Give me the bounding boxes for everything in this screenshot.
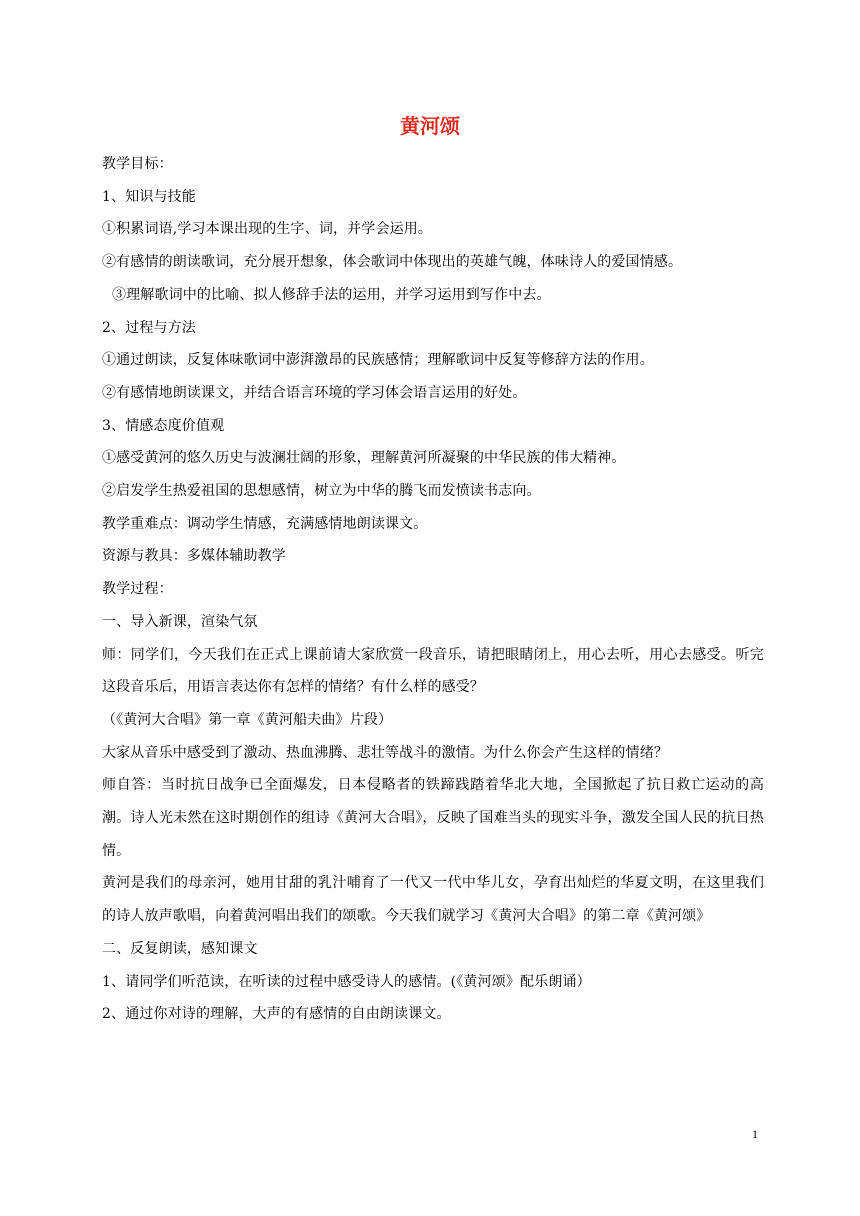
- paragraph-goal-3: ③理解歌词中的比喻、拟人修辞手法的运用，并学习运用到写作中去。: [112, 286, 551, 303]
- paragraph-section-2-heading: 二、反复朗读，感知课文: [102, 940, 258, 957]
- paragraph-teacher-answer: 师自答：当时抗日战争已全面爆发，日本侵略者的铁蹄践踏着华北大地，全国掀起了抗日救亡运动的高潮。诗人光未然在这时期创作的组诗《黄河大合唱》，反映了国难当头的现实斗争，激发全国人民的抗日热情。: [102, 777, 764, 859]
- paragraph-process-1: ①通过朗读，反复体味歌词中澎湃激昂的民族感情；理解歌词中反复等修辞方法的作用。: [102, 352, 654, 369]
- paragraph-section-1-heading: 一、导入新课，渲染气氛: [102, 613, 258, 630]
- paragraph-student-feeling: 大家从音乐中感受到了激动、热血沸腾、悲壮等战斗的激情。为什么你会产生这样的情绪？: [102, 744, 668, 761]
- paragraph-emotion-1: ①感受黄河的悠久历史与波澜壮阔的形象，理解黄河所凝聚的中华民族的伟大精神。: [102, 450, 626, 467]
- paragraph-goal-2: ②有感情的朗读歌词，充分展开想象，体会歌词中体现出的英雄气魄，体味诗人的爱国情感。: [102, 254, 683, 271]
- document-body: [102, 148, 764, 1031]
- paragraph-process-heading: 教学过程：: [102, 581, 173, 598]
- paragraph-knowledge-skills-heading: 1、知识与技能: [102, 188, 196, 205]
- paragraph-goal-1: ①积累词语,学习本课出现的生字、词，并学会运用。: [102, 221, 433, 238]
- document-title: 黄河颂: [400, 114, 460, 138]
- paragraph-key-points: 教学重难点：调动学生情感，充满感情地朗读课文。: [102, 515, 428, 532]
- paragraph-process-2: ②有感情地朗读课文，并结合语言环境的学习体会语言运用的好处。: [102, 384, 527, 401]
- paragraph-music-note: （《黄河大合唱》第一章《黄河船夫曲》片段）: [102, 711, 393, 728]
- paragraph-reading-2: 2、通过你对诗的理解，大声的有感情的自由朗读课文。: [102, 1006, 451, 1023]
- paragraph-emotion-2: ②启发学生热爱祖国的思想感情，树立为中华的腾飞而发愤读书志向。: [102, 483, 541, 500]
- paragraph-process-method-heading: 2、过程与方法: [102, 319, 196, 336]
- page-number: 1: [752, 1127, 758, 1141]
- paragraph-teacher-intro: 师：同学们，今天我们在正式上课前请大家欣赏一段音乐，请把眼睛闭上，用心去听，用心去感受。听完这段音乐后，用语言表达你有怎样的情绪？有什么样的感受？: [102, 646, 764, 696]
- paragraph-teaching-goals-heading: 教学目标：: [102, 156, 173, 172]
- paragraph-yellow-river: 黄河是我们的母亲河，她用甘甜的乳汁哺育了一代又一代中华儿女，孕育出灿烂的华夏文明，在这里我们的诗人放声歌唱，向着黄河唱出我们的颂歌。今天我们就学习《黄河大合唱》的第二章《黄河颂》: [102, 875, 764, 925]
- paragraph-emotion-values-heading: 3、情感态度价值观: [102, 417, 225, 434]
- paragraph-resources: 资源与教具：多媒体辅助教学: [102, 548, 286, 565]
- paragraph-reading-1: 1、请同学们听范读，在听读的过程中感受诗人的感情。(《黄河颂》配乐朗诵）: [102, 973, 591, 990]
